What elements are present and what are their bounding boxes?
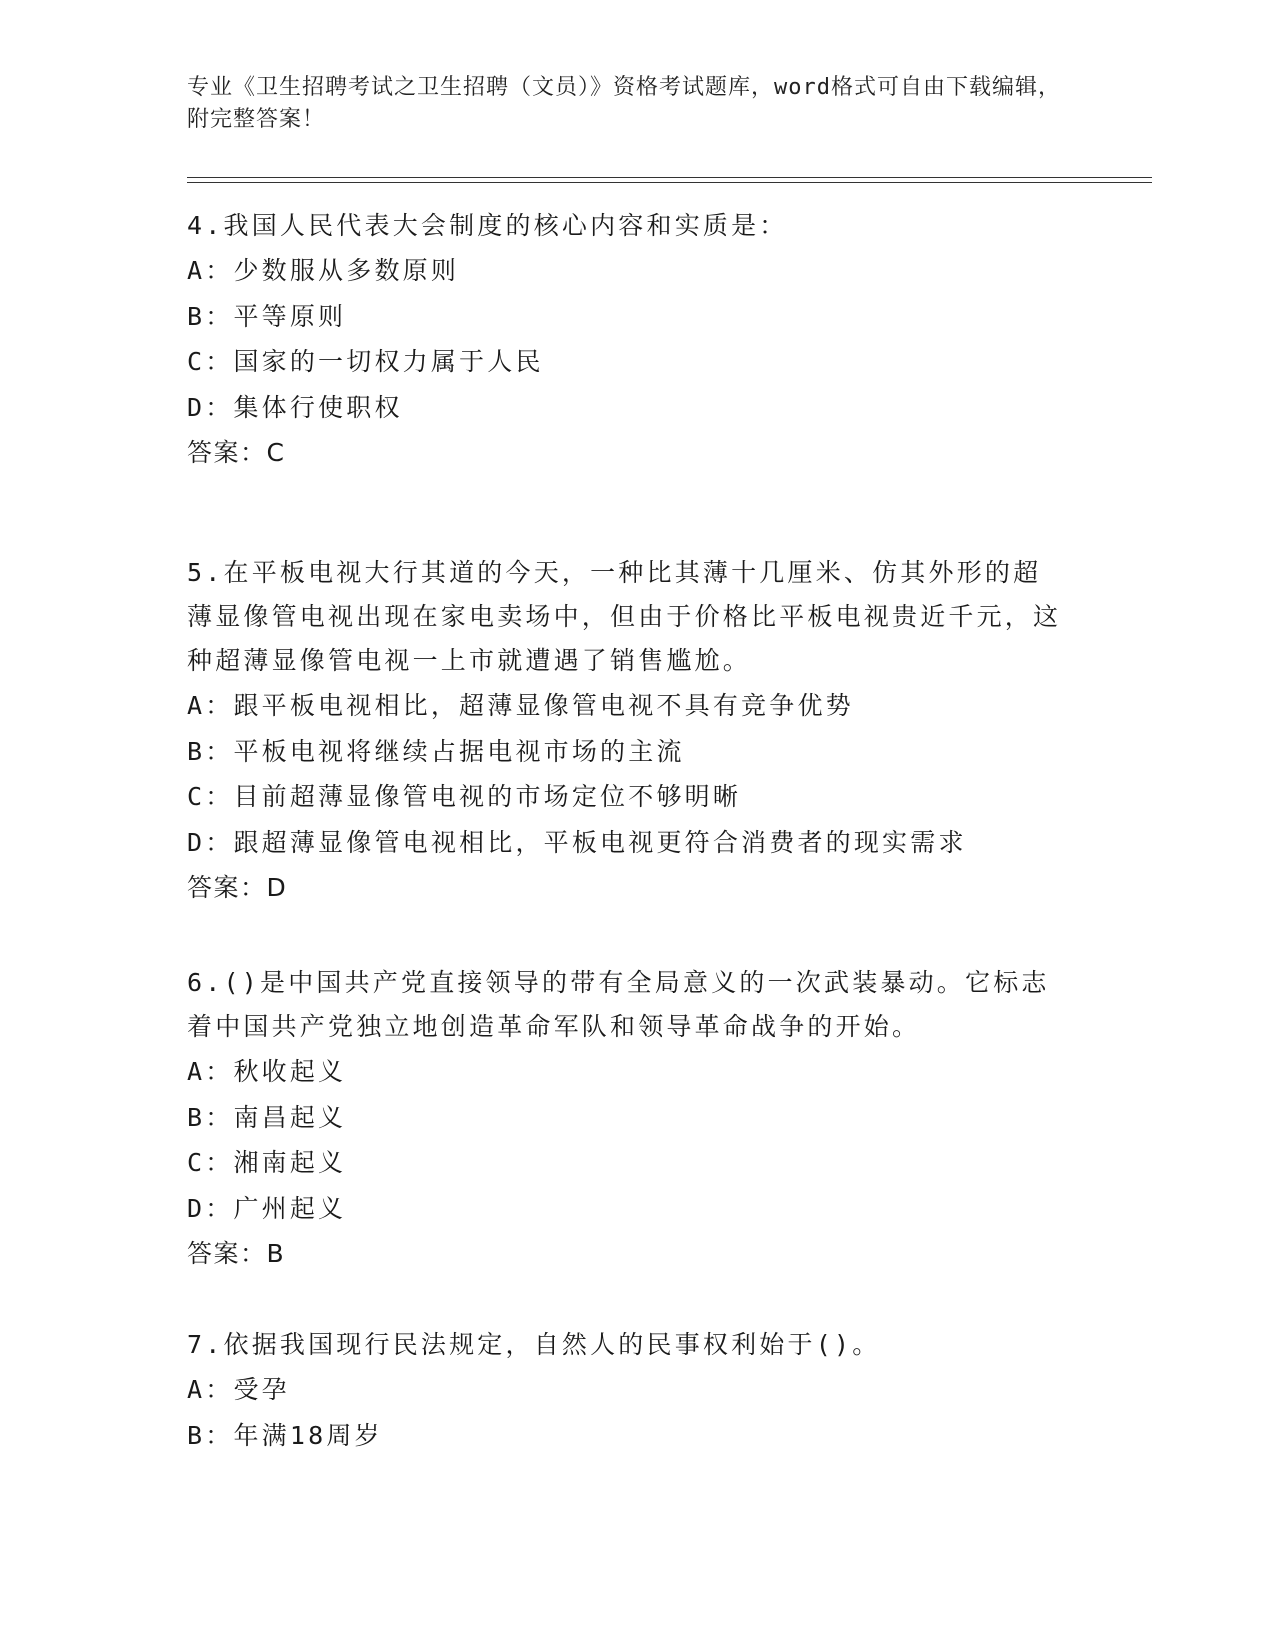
- question-stem: 5.在平板电视大行其道的今天，一种比其薄十几厘米、仿其外形的超薄显像管电视出现在家电卖场中，但由于价格比平板电视贵近千元，这种超薄显像管电视一上市就遭遇了销售尴尬。: [187, 558, 1062, 675]
- answer-line: 答案：D: [187, 873, 288, 902]
- option-b: B：平等原则: [187, 301, 347, 331]
- question-stem: 6.()是中国共产党直接领导的带有全局意义的一次武装暴动。它标志着中国共产党独立地创造革命军队和领导革命战争的开始。: [187, 968, 1050, 1041]
- question-stem: 7.依据我国现行民法规定，自然人的民事权利始于()。: [187, 1330, 881, 1359]
- option-a: A：受孕: [187, 1375, 290, 1404]
- option-b: B：年满18周岁: [187, 1420, 383, 1450]
- answer-line: 答案：B: [187, 1239, 286, 1268]
- option-c: C：湘南起义: [187, 1148, 347, 1177]
- question-7: [187, 1323, 1067, 1458]
- option-c: C：国家的一切权力属于人民: [187, 347, 544, 376]
- option-d: D：集体行使职权: [187, 392, 403, 422]
- option-c: C：目前超薄显像管电视的市场定位不够明晰: [187, 782, 742, 811]
- option-b: B：南昌起义: [187, 1102, 347, 1132]
- option-d: D：广州起义: [187, 1193, 347, 1223]
- question-5: [187, 551, 1067, 911]
- header-divider-top: [187, 177, 1152, 178]
- header-divider-bottom: [187, 182, 1152, 183]
- option-a: A：秋收起义: [187, 1057, 347, 1086]
- option-b: B：平板电视将继续占据电视市场的主流: [187, 736, 685, 766]
- document-header: 专业《卫生招聘考试之卫生招聘（文员）》资格考试题库，word格式可自由下载编辑，附完整答案！: [187, 75, 1061, 132]
- option-d: D：跟超薄显像管电视相比，平板电视更符合消费者的现实需求: [187, 827, 967, 857]
- option-a: A：少数服从多数原则: [187, 256, 460, 285]
- option-a: A：跟平板电视相比，超薄显像管电视不具有竞争优势: [187, 691, 854, 720]
- question-stem: 4.我国人民代表大会制度的核心内容和实质是：: [187, 211, 788, 240]
- answer-line: 答案：C: [187, 438, 286, 467]
- question-4: [187, 204, 1067, 476]
- question-6: [187, 961, 1067, 1277]
